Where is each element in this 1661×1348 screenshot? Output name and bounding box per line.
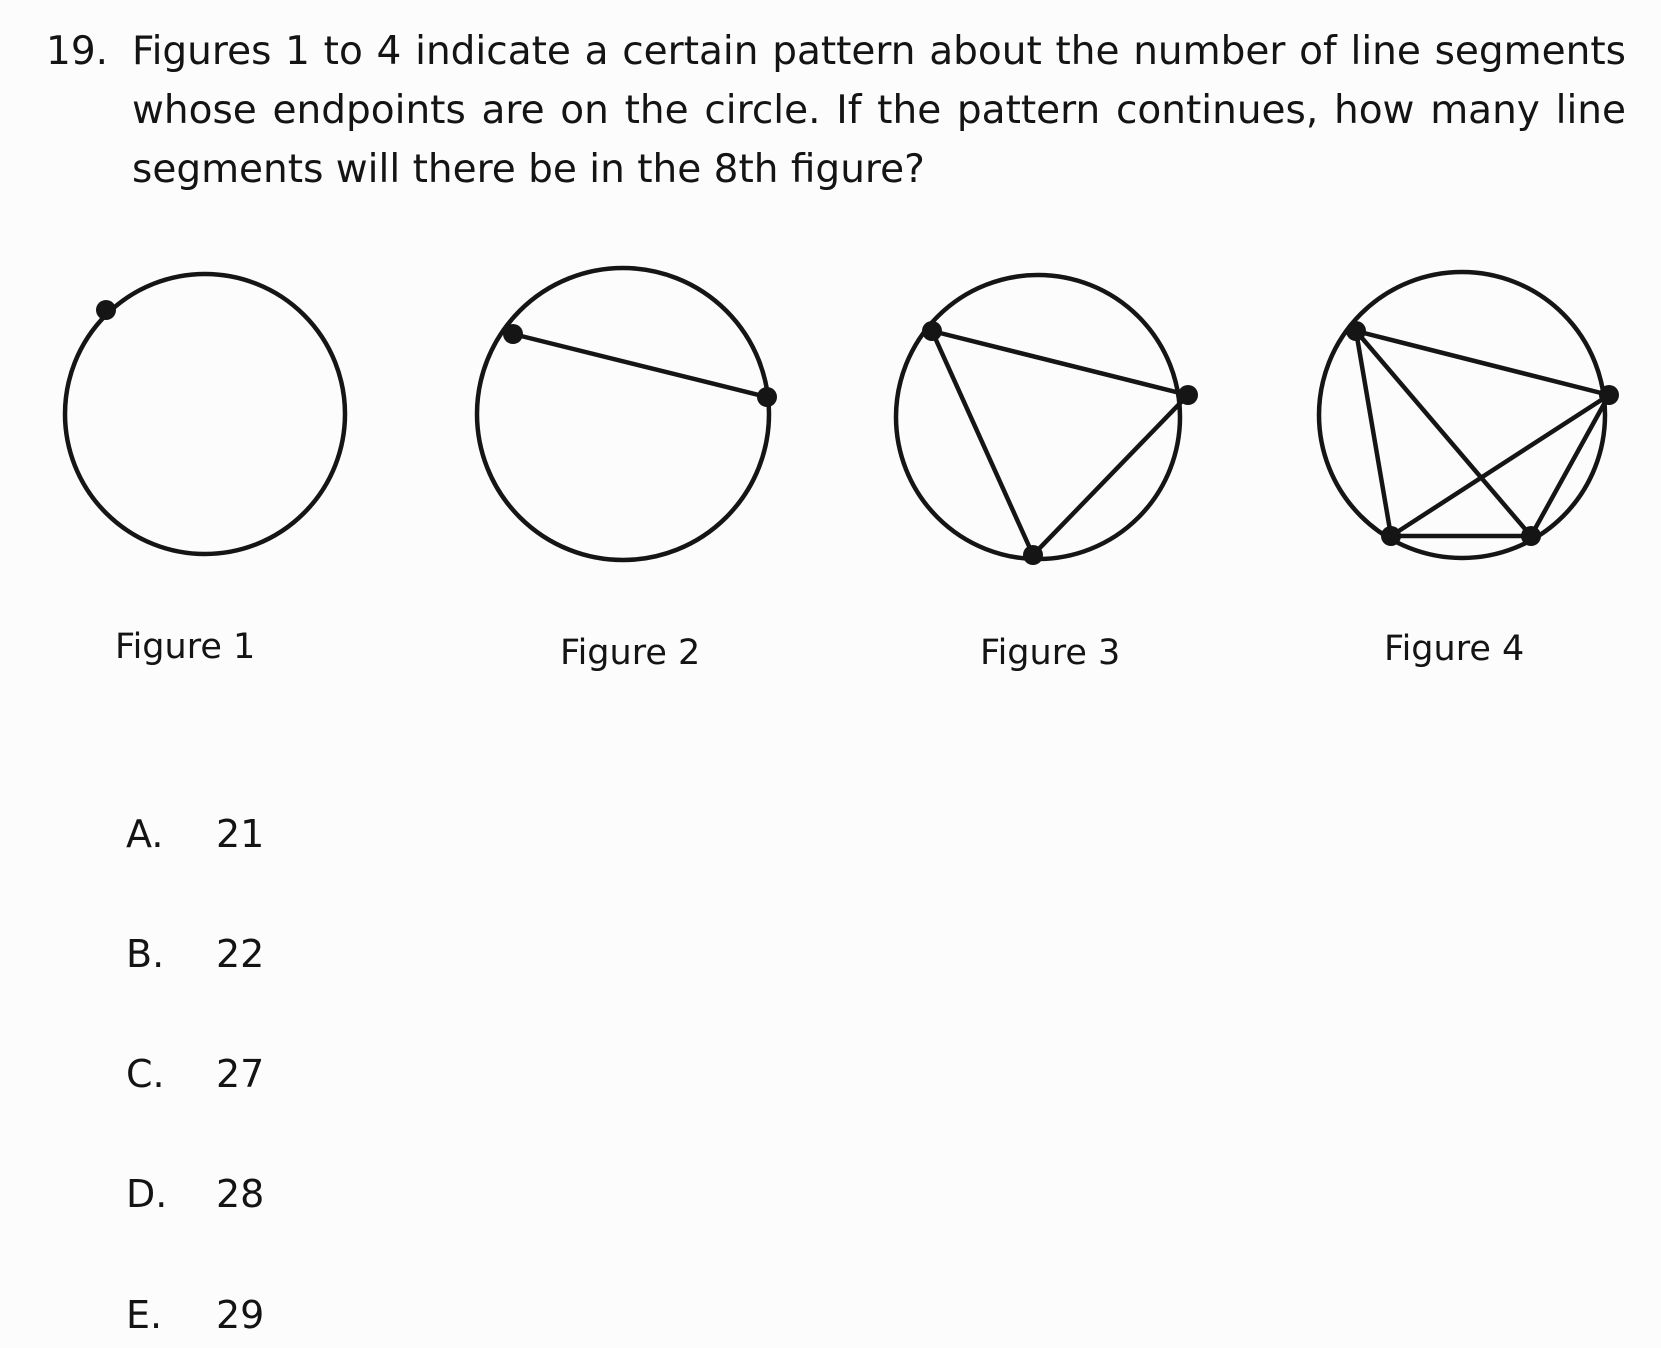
choice-letter: D. (126, 1172, 168, 1216)
figure-4-segment (1531, 395, 1609, 536)
question-number: 19. (46, 29, 109, 74)
figure-1-circle (65, 274, 345, 554)
figure-4-segment (1356, 331, 1391, 536)
figure-3-segment (1033, 395, 1188, 555)
figure-4-point (1346, 321, 1366, 341)
choice-value: 21 (216, 812, 265, 856)
figure-1-point (96, 300, 116, 320)
choice-letter: E. (126, 1293, 163, 1337)
answer-choice-c[interactable] (126, 1052, 264, 1096)
choice-value: 28 (216, 1172, 265, 1216)
figure-4-segment (1356, 331, 1609, 395)
figure-2-segment (513, 334, 767, 397)
figure-3-label: Figure 3 (980, 633, 1121, 673)
figure-1-label: Figure 1 (115, 627, 256, 667)
figure-4-point (1381, 526, 1401, 546)
question-text: Figures 1 to 4 indicate a certain pattern about the number of line segments whose endpoints are on the circle. If the pattern continues, how many line segments will there be in the 8th figure? (132, 29, 1626, 192)
figure-4-segment (1391, 395, 1609, 536)
figure-4-point (1599, 385, 1619, 405)
figure-3-point (1178, 385, 1198, 405)
figure-3-circle (896, 275, 1180, 559)
choice-value: 22 (216, 932, 265, 976)
figure-2-point (503, 324, 523, 344)
figure-2-point (757, 387, 777, 407)
figure-4-point (1521, 526, 1541, 546)
figure-4-segment (1356, 331, 1531, 536)
figure-3-segment (932, 331, 1188, 395)
figure-3 (896, 275, 1198, 565)
answer-choice-b[interactable] (126, 932, 264, 976)
choice-letter: C. (126, 1052, 165, 1096)
answer-choice-e[interactable] (126, 1293, 264, 1337)
choice-value: 27 (216, 1052, 265, 1096)
figure-4-label: Figure 4 (1384, 629, 1525, 669)
figure-1 (65, 274, 345, 554)
figure-4 (1319, 272, 1619, 558)
choice-value: 29 (216, 1293, 265, 1337)
figure-4-circle (1319, 272, 1605, 558)
answer-choice-a[interactable] (126, 812, 264, 856)
answer-choice-d[interactable] (126, 1172, 264, 1216)
figure-2-label: Figure 2 (560, 633, 701, 673)
choice-letter: A. (126, 812, 164, 856)
figure-2-circle (477, 268, 769, 560)
figure-3-point (1023, 545, 1043, 565)
figure-3-segment (932, 331, 1033, 555)
figure-2 (477, 268, 777, 560)
choice-letter: B. (126, 932, 165, 976)
figure-3-point (922, 321, 942, 341)
